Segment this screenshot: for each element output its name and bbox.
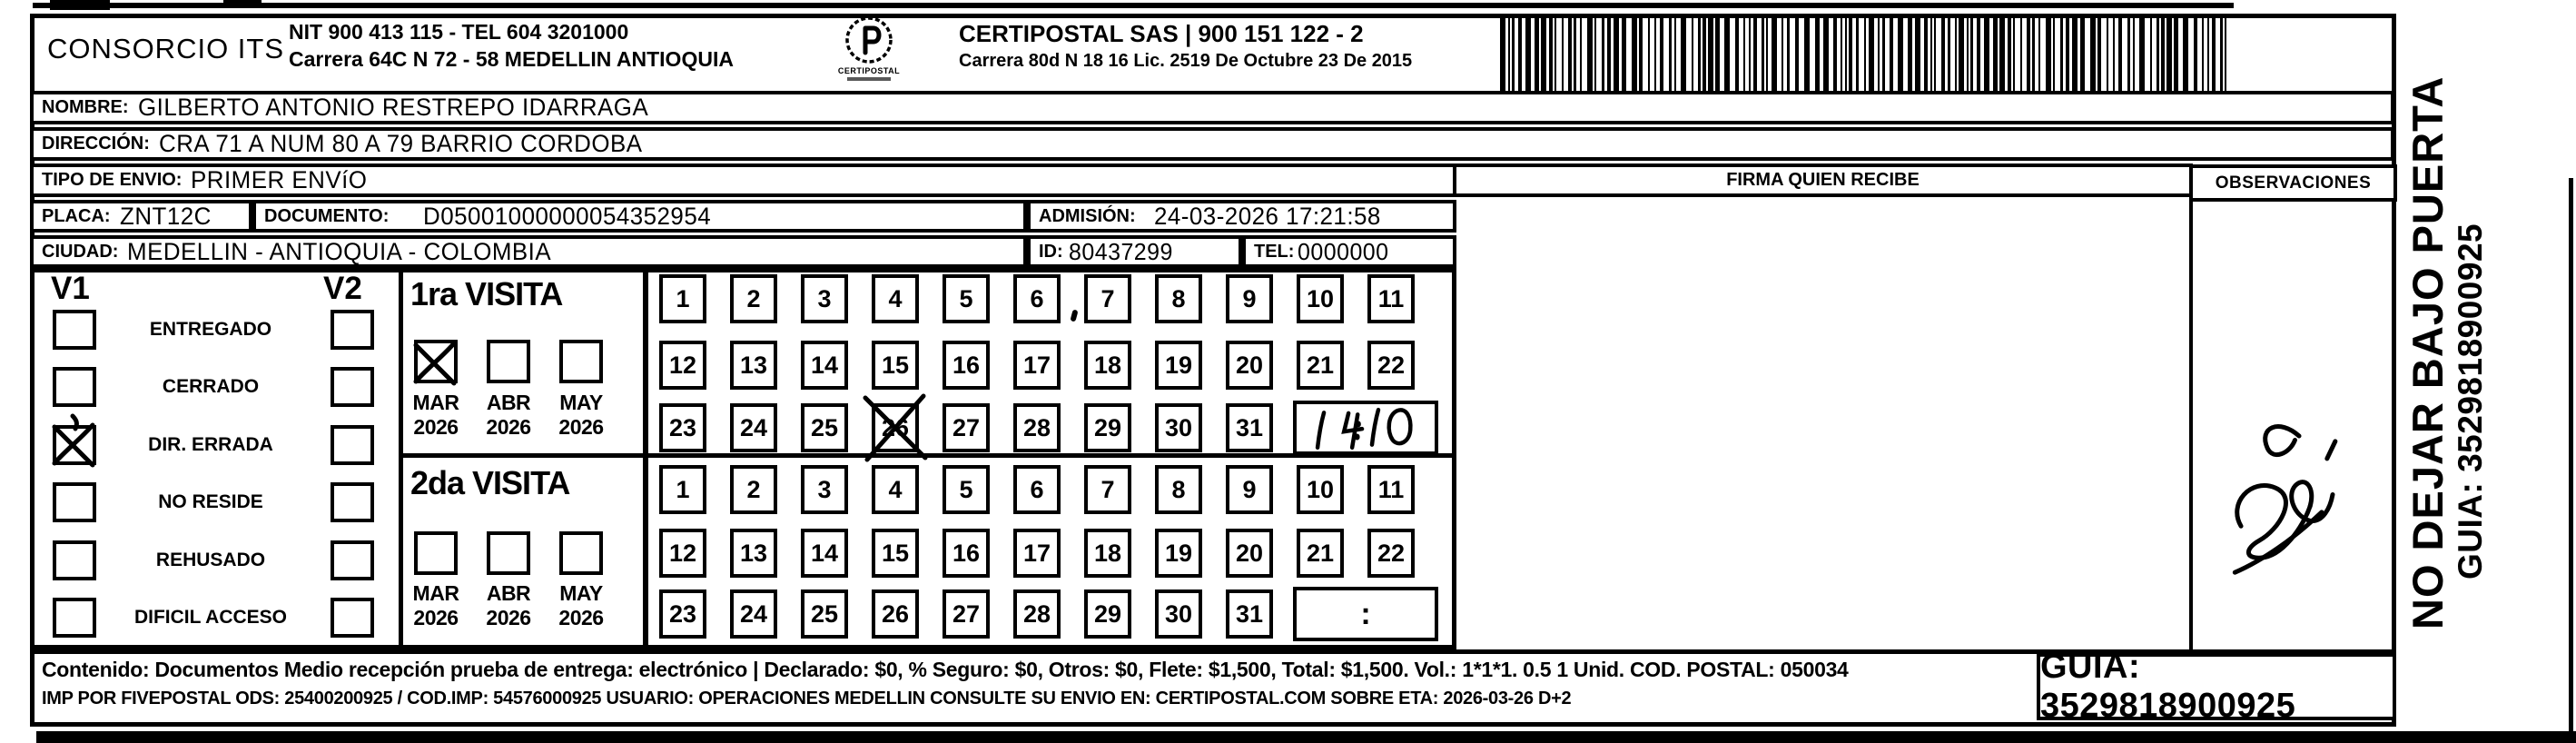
day-box-visita2-31: 31 [1226, 589, 1273, 639]
checkbox-v1-entregado [53, 310, 96, 350]
day-box-visita2-7: 7 [1084, 465, 1131, 514]
day-box-visita2-2: 2 [730, 465, 777, 514]
barcode-bar [1692, 14, 1693, 91]
day-box-visita1-12: 12 [659, 341, 706, 390]
day-box-visita1-22: 22 [1367, 341, 1415, 390]
barcode-bar [1878, 14, 1880, 91]
barcode-bar [1993, 14, 1998, 91]
company-nit-line: NIT 900 413 115 - TEL 604 3201000 [289, 20, 629, 44]
placa-label: PLACA: [42, 205, 111, 226]
day-box-visita2-8: 8 [1155, 465, 1202, 514]
v2-header: V2 [323, 271, 362, 306]
day-box-visita2-1: 1 [659, 465, 706, 514]
barcode-bar [1753, 14, 1757, 91]
day-box-visita2-29: 29 [1084, 589, 1131, 639]
visita1-title: 1ra VISITA [410, 275, 563, 312]
month-checkbox-visita1-abr [487, 340, 530, 383]
day-box-visita1-4: 4 [872, 274, 919, 323]
barcode-bar [2133, 14, 2135, 91]
barcode-bar [2020, 14, 2022, 91]
barcode-bar [1735, 14, 1739, 91]
month-label: MAY [559, 581, 603, 605]
month-year-label: 2026 [558, 415, 604, 439]
barcode-bar [1845, 14, 1847, 91]
status-label-no-reside: NO RESIDE [158, 491, 263, 512]
day-box-visita1-7: 7 [1084, 274, 1131, 323]
day-box-visita2-18: 18 [1084, 529, 1131, 578]
nombre-value: GILBERTO ANTONIO RESTREPO IDARRAGA [137, 94, 648, 121]
documento-label: DOCUMENTO: [264, 205, 390, 226]
row-tel [1242, 235, 1456, 268]
barcode-bar [2139, 14, 2145, 91]
barcode-bar [2090, 14, 2096, 91]
tracking-barcode [1500, 14, 2232, 91]
day-box-visita1-16: 16 [943, 341, 990, 390]
observaciones-header: OBSERVACIONES [2189, 164, 2397, 202]
barcode-bar [2220, 14, 2223, 91]
barcode-bar [2202, 14, 2204, 91]
barcode-bar [1841, 14, 1842, 91]
barcode-bar [2183, 14, 2188, 91]
row-id [1027, 235, 1242, 268]
day-box-visita1-18: 18 [1084, 341, 1131, 390]
barcode-bar [1541, 14, 1546, 91]
day-box-visita1-8: 8 [1155, 274, 1202, 323]
day-box-visita1-28: 28 [1013, 403, 1061, 452]
barcode-bar [1977, 14, 1980, 91]
barcode-bar [1708, 14, 1713, 91]
checkbox-v2-rehusado [331, 540, 374, 580]
barcode-bar [1749, 14, 1751, 91]
barcode-bar [1525, 14, 1531, 91]
day-box-visita1-21: 21 [1297, 341, 1344, 390]
barcode-bar [2127, 14, 2130, 91]
guia-number-box: GUIA: 3529818900925 [2037, 653, 2396, 720]
checkbox-v1-rehusado [53, 540, 96, 580]
logo-subtext-smudge [847, 77, 891, 81]
barcode-bar [1549, 14, 1553, 91]
barcode-bar [1512, 14, 1515, 91]
admision-value: 24-03-2026 17:21:58 [1153, 202, 1381, 230]
day-box-visita1-19: 19 [1155, 341, 1202, 390]
barcode-bar [2150, 14, 2152, 91]
row-nombre [30, 91, 2394, 124]
checkbox-v1-no-reside [53, 482, 96, 522]
checkbox-v2-cerrado [331, 367, 374, 407]
visita1-time-box [1293, 401, 1438, 455]
day-box-visita2-11: 11 [1367, 465, 1415, 514]
day-box-visita2-13: 13 [730, 529, 777, 578]
barcode-bar [1941, 14, 1945, 91]
barcode-bar [2080, 14, 2085, 91]
barcode-bar [1674, 14, 1676, 91]
ciudad-value: MEDELLIN - ANTIOQUIA - COLOMBIA [127, 237, 552, 265]
status-label-dificil-acceso: DIFICIL ACCESO [133, 607, 287, 628]
day-box-visita1-23: 23 [659, 403, 706, 452]
direccion-value: CRA 71 A NUM 80 A 79 BARRIO CORDOBA [158, 130, 643, 157]
day-box-visita1-17: 17 [1013, 341, 1061, 390]
id-value: 80437299 [1068, 237, 1173, 265]
day-box-visita2-19: 19 [1155, 529, 1202, 578]
day-box-visita2-20: 20 [1226, 529, 1273, 578]
day-box-visita1-1: 1 [659, 274, 706, 323]
barcode-bar [1632, 14, 1637, 91]
month-checkbox-visita1-may [559, 340, 603, 383]
barcode-bar [2008, 14, 2011, 91]
direccion-label: DIRECCIÓN: [42, 134, 150, 154]
status-label-rehusado: REHUSADO [155, 550, 266, 570]
day-box-visita2-30: 30 [1155, 589, 1202, 639]
day-box-visita2-9: 9 [1226, 465, 1273, 514]
tel-label: TEL: [1254, 241, 1295, 262]
month-checkbox-visita2-abr [487, 531, 530, 575]
footer-imp-line: IMP POR FIVEPOSTAL ODS: 25400200925 / COD.IMP: 54576000925 USUARIO: OPERACIONES MEDELLIN CONSULTE SU ENVIO EN: CERTIPOSTAL.COM SOBRE ETA: 2026-03-26 D+2 [42, 689, 1572, 708]
barcode-bar [1594, 14, 1596, 91]
month-checkbox-visita1-mar [414, 340, 458, 383]
scan-artifact-bottombar [36, 731, 2576, 743]
day-box-visita2-23: 23 [659, 589, 706, 639]
barcode-bar [2161, 14, 2165, 91]
barcode-bar [1869, 14, 1874, 91]
barcode-bar [1622, 14, 1626, 91]
barcode-bar [1508, 14, 1510, 91]
day-box-visita1-29: 29 [1084, 403, 1131, 452]
barcode-bar [1955, 14, 1957, 91]
day-box-visita1-25: 25 [801, 403, 848, 452]
status-label-cerrado: CERRADO [162, 376, 260, 397]
barcode-bar [1766, 14, 1768, 91]
month-year-label: 2026 [413, 415, 459, 439]
barcode-bar [2194, 14, 2197, 91]
day-box-visita2-12: 12 [659, 529, 706, 578]
visita-column-divider [643, 268, 648, 649]
barcode-bar [1934, 14, 1936, 91]
row-admision [1027, 200, 1456, 233]
barcode-bar [1970, 14, 1973, 91]
day-box-visita1-10: 10 [1297, 274, 1344, 323]
day-box-visita2-25: 25 [801, 589, 848, 639]
barcode-bar [2212, 14, 2216, 91]
status-section-divider [399, 268, 403, 649]
barcode-bar [1804, 14, 1810, 91]
day-box-visita2-26: 26 [872, 589, 919, 639]
barcode-bar [1587, 14, 1593, 91]
certipostal-logo-text: CERTIPOSTAL [837, 66, 901, 75]
barcode-bar [1787, 14, 1790, 91]
day-box-visita1-15: 15 [872, 341, 919, 390]
barcode-bar [1602, 14, 1604, 91]
day-box-visita2-21: 21 [1297, 529, 1344, 578]
barcode-bar [1762, 14, 1764, 91]
barcode-bar [2113, 14, 2115, 91]
barcode-bar [2174, 14, 2178, 91]
barcode-bar [1915, 14, 1920, 91]
barcode-bar [2166, 14, 2172, 91]
day-box-visita2-28: 28 [1013, 589, 1061, 639]
firma-quien-recibe-header: FIRMA QUIEN RECIBE [1453, 163, 2193, 197]
day-box-visita2-5: 5 [943, 465, 990, 514]
scan-artifact-blob2 [223, 0, 262, 5]
certipostal-title: CERTIPOSTAL SAS | 900 151 122 - 2 [959, 20, 1364, 47]
barcode-bar [1898, 14, 1903, 91]
day-box-visita1-31: 31 [1226, 403, 1273, 452]
barcode-bar [2046, 14, 2051, 91]
tipo-envio-value: PRIMER ENVíO [191, 166, 368, 193]
day-box-visita2-3: 3 [801, 465, 848, 514]
day-box-visita1-3: 3 [801, 274, 848, 323]
barcode-bar [1908, 14, 1912, 91]
day-box-visita1-13: 13 [730, 341, 777, 390]
barcode-bar [1890, 14, 1893, 91]
barcode-bar [1698, 14, 1701, 91]
barcode-bar [1984, 14, 1989, 91]
barcode-bar [1930, 14, 1932, 91]
barcode-bar [1562, 14, 1564, 91]
day-box-visita2-15: 15 [872, 529, 919, 578]
barcode-bar [1681, 14, 1686, 91]
signature [2190, 402, 2382, 610]
barcode-bar [1715, 14, 1720, 91]
company-address-line: Carrera 64C N 72 - 58 MEDELLIN ANTIOQUIA [289, 47, 734, 71]
barcode-bar [1856, 14, 1859, 91]
checkbox-v2-entregado [331, 310, 374, 350]
barcode-bar [2013, 14, 2015, 91]
barcode-bar [1554, 14, 1556, 91]
status-label-dir-errada: DIR. ERRADA [148, 434, 273, 455]
barcode-bar [1743, 14, 1745, 91]
id-label: ID: [1039, 241, 1063, 262]
barcode-bar [1724, 14, 1730, 91]
barcode-bar [1959, 14, 1964, 91]
barcode-bar [1849, 14, 1852, 91]
barcode-bar [2027, 14, 2030, 91]
barcode-bar [2066, 14, 2069, 91]
barcode-bar [1864, 14, 1866, 91]
day-box-visita1-6: 6 [1013, 274, 1061, 323]
barcode-bar [2060, 14, 2063, 91]
documento-value: D05001000000054352954 [423, 202, 712, 230]
barcode-bar [1999, 14, 2005, 91]
ciudad-label: CIUDAD: [42, 241, 119, 262]
barcode-bar [1882, 14, 1885, 91]
barcode-bar [1823, 14, 1829, 91]
barcode-bar [1580, 14, 1582, 91]
month-label: ABR [486, 581, 531, 605]
tipo-envio-label: TIPO DE ENVIO: [42, 170, 183, 190]
barcode-bar [1607, 14, 1611, 91]
status-label-entregado: ENTREGADO [149, 319, 272, 340]
visita2-title: 2da VISITA [410, 464, 570, 501]
day-box-visita2-14: 14 [801, 529, 848, 578]
barcode-bar [1815, 14, 1820, 91]
day-box-visita1-5: 5 [943, 274, 990, 323]
checkbox-v2-dificil-acceso [331, 598, 374, 638]
placa-value: ZNT12C [119, 202, 212, 230]
checkbox-v2-no-reside [331, 482, 374, 522]
certipostal-logo [835, 15, 903, 81]
barcode-bar [1833, 14, 1837, 91]
barcode-bar [2118, 14, 2122, 91]
barcode-bar [1703, 14, 1706, 91]
barcode-bar [1614, 14, 1619, 91]
checkbox-v1-cerrado [53, 367, 96, 407]
v1-header: V1 [51, 271, 90, 306]
barcode-bar [1574, 14, 1576, 91]
tel-value: 0000000 [1298, 237, 1389, 265]
side-guia-text: GUIA: 3529818900925 [2452, 223, 2489, 580]
day-box-visita1-27: 27 [943, 403, 990, 452]
barcode-bar [1948, 14, 1950, 91]
barcode-bar [1669, 14, 1672, 91]
admision-label: ADMISIÓN: [1039, 205, 1136, 226]
day-box-visita2-27: 27 [943, 589, 990, 639]
barcode-bar [1654, 14, 1656, 91]
barcode-bar [1795, 14, 1799, 91]
barcode-bar [1781, 14, 1783, 91]
barcode-bar [1772, 14, 1777, 91]
day-box-visita1-26: 26 [872, 403, 919, 452]
barcode-bar [2207, 14, 2209, 91]
side-warning-text: NO DEJAR BAJO PUERTA [2403, 75, 2452, 629]
day-box-visita1-14: 14 [801, 341, 848, 390]
certipostal-logo-icon [844, 15, 894, 65]
visita2-time-box: : [1293, 587, 1438, 641]
scan-artifact-blob [50, 0, 110, 10]
barcode-bar [1660, 14, 1663, 91]
row-documento [252, 200, 1027, 233]
barcode-bar [2038, 14, 2040, 91]
barcode-bar [1924, 14, 1928, 91]
day-box-visita2-24: 24 [730, 589, 777, 639]
certipostal-license: Carrera 80d N 18 16 Lic. 2519 De Octubre 23 De 2015 [959, 51, 1413, 71]
month-label: ABR [486, 391, 531, 414]
day-box-visita2-4: 4 [872, 465, 919, 514]
checkbox-v1-dificil-acceso [53, 598, 96, 638]
scan-artifact-topline [33, 3, 2234, 8]
row-ciudad [30, 235, 1027, 268]
barcode-bar [2107, 14, 2108, 91]
month-year-label: 2026 [486, 606, 531, 629]
checkbox-v2-dir-errada [331, 425, 374, 465]
barcode-bar [2097, 14, 2101, 91]
day-box-visita2-16: 16 [943, 529, 990, 578]
barcode-bar [1568, 14, 1572, 91]
barcode-bar [2072, 14, 2078, 91]
month-label: MAY [559, 391, 603, 414]
month-label: MAR [412, 581, 459, 605]
month-year-label: 2026 [486, 415, 531, 439]
month-checkbox-visita2-may [559, 531, 603, 575]
day-box-visita1-11: 11 [1367, 274, 1415, 323]
row-direccion [30, 127, 2394, 161]
barcode-bar [2053, 14, 2055, 91]
barcode-bar [2032, 14, 2035, 91]
barcode-bar [2157, 14, 2159, 91]
scan-artifact-rightline [2569, 178, 2573, 743]
barcode-bar [1500, 14, 1505, 91]
footer-content-line: Contenido: Documentos Medio recepción prueba de entrega: electrónico | Declarado: $0, % Seguro: $0, Otros: $0, Flete: $1,500, Total: $1,500. Vol.: 1*1*1. 0.5 1 Unid. COD. POSTAL: 050034 [42, 658, 1849, 681]
row-placa [30, 200, 252, 233]
checkbox-v1-dir-errada [53, 425, 96, 465]
day-box-visita2-17: 17 [1013, 529, 1061, 578]
month-label: MAR [412, 391, 459, 414]
day-box-visita1-30: 30 [1155, 403, 1202, 452]
nombre-label: NOMBRE: [42, 97, 129, 117]
month-year-label: 2026 [413, 606, 459, 629]
day-box-visita1-9: 9 [1226, 274, 1273, 323]
day-box-visita2-6: 6 [1013, 465, 1061, 514]
row-tipo-envio [30, 163, 1456, 197]
barcode-bar [1639, 14, 1643, 91]
barcode-bar [1518, 14, 1522, 91]
month-checkbox-visita2-mar [414, 531, 458, 575]
handwritten-time [1296, 400, 1435, 456]
barcode-bar [1967, 14, 1969, 91]
barcode-bar [1648, 14, 1650, 91]
day-box-visita1-20: 20 [1226, 341, 1273, 390]
day-box-visita1-24: 24 [730, 403, 777, 452]
barcode-bar [2225, 14, 2226, 91]
day-box-visita2-22: 22 [1367, 529, 1415, 578]
month-year-label: 2026 [558, 606, 604, 629]
day-box-visita2-10: 10 [1297, 465, 1344, 514]
company-name: CONSORCIO ITS [47, 33, 285, 64]
day-box-visita1-2: 2 [730, 274, 777, 323]
barcode-bar [1535, 14, 1539, 91]
